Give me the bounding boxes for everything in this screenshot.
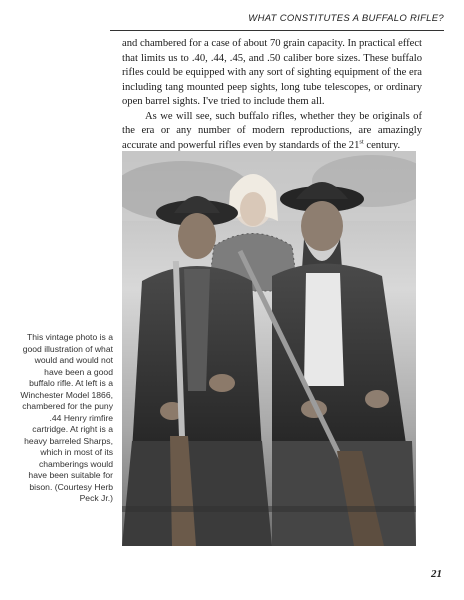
- page-number: 21: [431, 568, 442, 580]
- paragraph-2: [122, 110, 422, 154]
- header-rule: [110, 30, 444, 31]
- paragraph-1: and chambered for a case of about 70 grain capacity. In practical effect that limits us to .40, .44, .45, and .50 caliber bore sizes. These buffalo rifles could be equipped with any sort of sighting equipment of the era including tang mounted peep sights, long tube telescopes, or ordinary open barrel sights. I've tried to include them all.: [122, 38, 422, 107]
- photo-caption: This vintage photo is a good illustration of what would and would not have been a good buffalo rifle. At left is a Winchester Model 1866, chambered for the puny .44 Henry rimfire cartridge. At right is a heavy barreled Sharps, which in most of its chamberings would have been suitable for bison. (Courtesy Herb Peck Jr.): [20, 332, 113, 503]
- paragraph-2-end: century.: [363, 139, 401, 151]
- running-header: [0, 0, 464, 36]
- running-title: WHAT CONSTITUTES A BUFFALO RIFLE?: [248, 13, 444, 24]
- vintage-photograph: [122, 151, 416, 546]
- ordinal-suffix: st: [359, 137, 364, 145]
- body-text: [122, 37, 422, 153]
- paragraph-2-main: As we will see, such buffalo rifles, whether they be originals of the era or any number of modern reproductions, are amazingly accurate and powerful rifles even by standards of the 21: [122, 110, 422, 151]
